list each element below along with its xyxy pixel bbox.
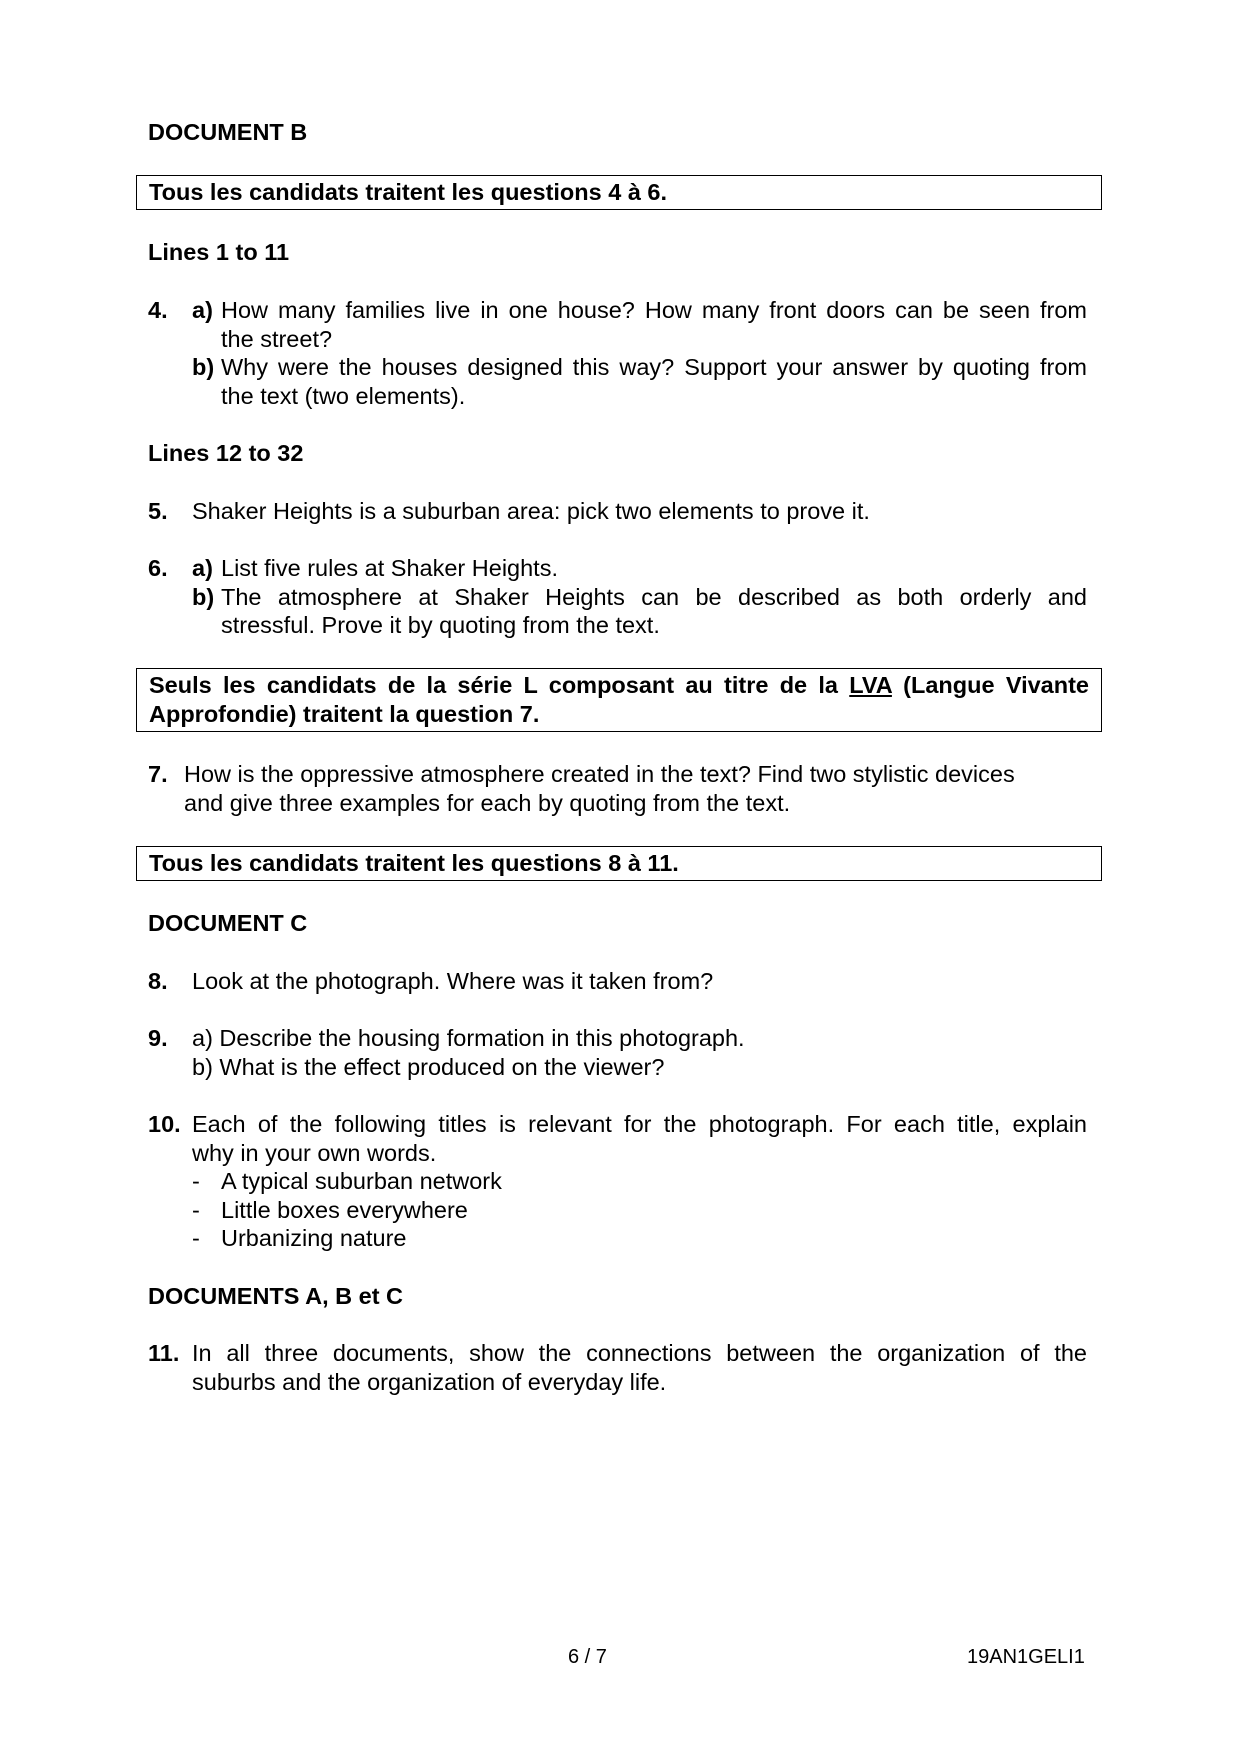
question-text: Why were the houses designed this way? Support your answer by quoting from	[221, 354, 1087, 380]
question-number: 11.	[148, 1340, 180, 1366]
question-text: the text (two elements).	[221, 383, 466, 409]
instruction-box-q7	[136, 668, 1102, 732]
list-dash: -	[192, 1197, 200, 1223]
instruction-box-q8-11	[136, 846, 1102, 881]
question-number: 7.	[148, 761, 168, 787]
page-number: 6 / 7	[568, 1646, 607, 1668]
question-text: How is the oppressive atmosphere created in the text? Find two stylistic devices	[184, 761, 1015, 787]
question-number: 10.	[148, 1111, 181, 1137]
part-label: b)	[192, 584, 215, 610]
list-dash: -	[192, 1168, 200, 1194]
question-text: a) Describe the housing formation in this photograph.	[192, 1025, 745, 1051]
list-item: Little boxes everywhere	[221, 1197, 468, 1223]
question-text: List five rules at Shaker Heights.	[221, 555, 558, 581]
instruction-text-line1	[149, 671, 1089, 700]
question-text: Look at the photograph. Where was it taken from?	[192, 968, 714, 994]
question-text: stressful. Prove it by quoting from the text.	[221, 612, 660, 638]
question-text: In all three documents, show the connections between the organization of the	[192, 1340, 1087, 1366]
documents-abc-heading: DOCUMENTS A, B et C	[148, 1283, 404, 1309]
question-number: 8.	[148, 968, 168, 994]
question-text: Each of the following titles is relevant for the photograph. For each title, explain	[192, 1111, 1087, 1137]
question-text: suburbs and the organization of everyday life.	[192, 1369, 667, 1395]
part-label: a)	[192, 297, 213, 323]
document-c-heading: DOCUMENT C	[148, 910, 308, 936]
instruction-part: Seuls les candidats de la série L composant au titre de la	[149, 672, 838, 698]
lva-underlined: LVA	[849, 672, 892, 698]
section-lines-12-32: Lines 12 to 32	[148, 440, 304, 466]
question-number: 5.	[148, 498, 168, 524]
question-text: and give three examples for each by quoting from the text.	[184, 790, 791, 816]
instruction-text: Tous les candidats traitent les questions 4 à 6.	[149, 179, 668, 205]
question-text: Shaker Heights is a suburban area: pick two elements to prove it.	[192, 498, 870, 524]
part-label: a)	[192, 555, 213, 581]
list-dash: -	[192, 1225, 200, 1251]
document-code: 19AN1GELI1	[967, 1646, 1085, 1668]
question-text: why in your own words.	[192, 1140, 437, 1166]
question-number: 9.	[148, 1025, 168, 1051]
question-text: b) What is the effect produced on the viewer?	[192, 1054, 665, 1080]
question-number: 6.	[148, 555, 168, 581]
document-b-heading: DOCUMENT B	[148, 119, 308, 145]
instruction-box-q4-6	[136, 175, 1102, 210]
instruction-part: (Langue Vivante	[903, 672, 1089, 698]
part-label: b)	[192, 354, 215, 380]
section-lines-1-11: Lines 1 to 11	[148, 239, 290, 265]
list-item: Urbanizing nature	[221, 1225, 407, 1251]
question-text: How many families live in one house? How many front doors can be seen from	[221, 297, 1087, 323]
instruction-text-line2: Approfondie) traitent la question 7.	[149, 701, 540, 727]
list-item: A typical suburban network	[221, 1168, 502, 1194]
instruction-text: Tous les candidats traitent les questions 8 à 11.	[149, 850, 679, 876]
question-text: the street?	[221, 326, 333, 352]
question-text: The atmosphere at Shaker Heights can be described as both orderly and	[221, 584, 1087, 610]
question-number: 4.	[148, 297, 168, 323]
